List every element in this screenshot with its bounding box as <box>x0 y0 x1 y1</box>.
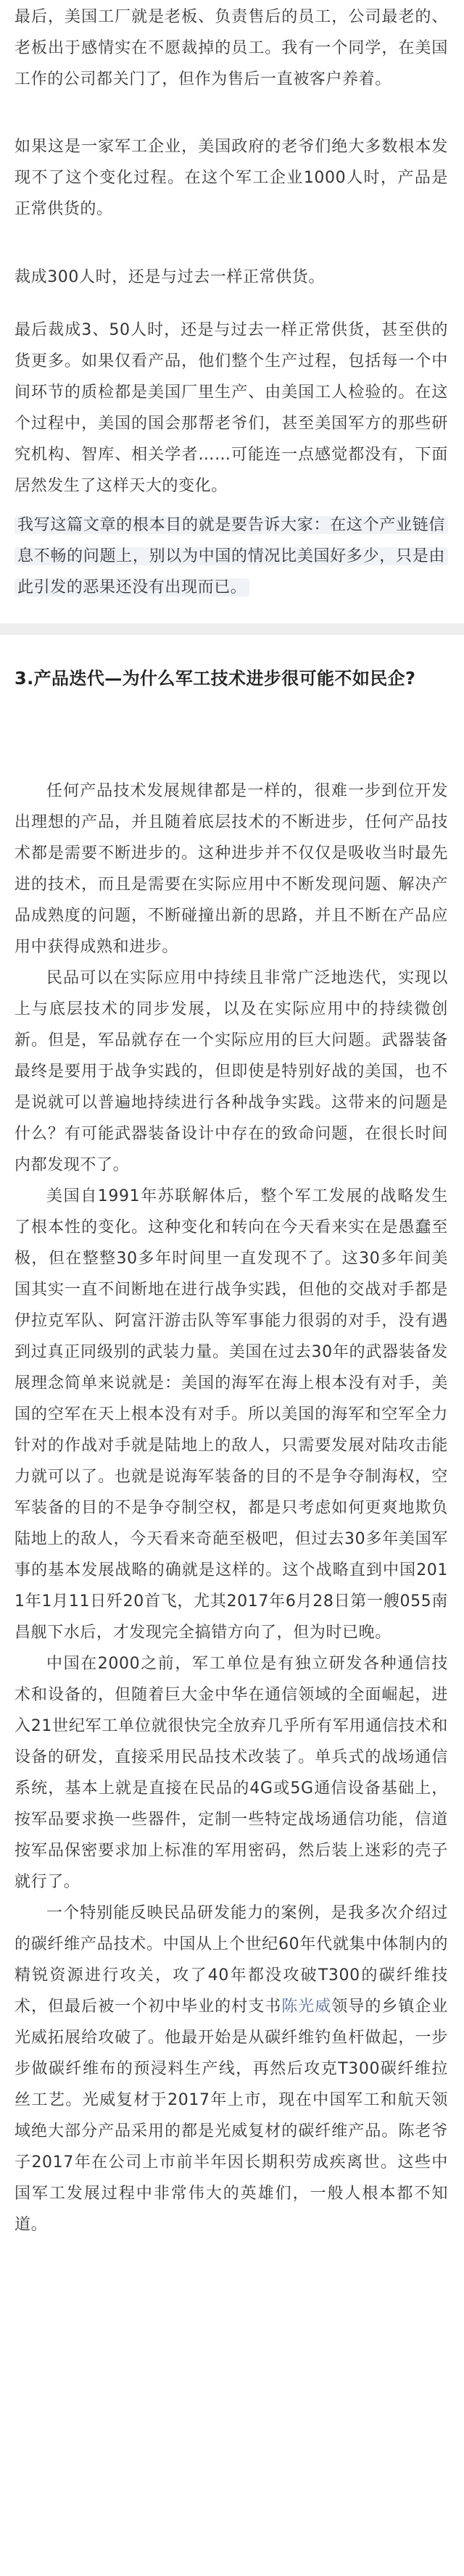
intro-paragraph-3: 裁成300人时，还是与过去一样正常供货。 <box>14 268 325 286</box>
section-divider <box>0 623 464 635</box>
section-3 <box>14 662 448 694</box>
section-heading: 3.产品迭代—为什么军工技术进步很可能不如民企? <box>14 668 416 689</box>
body-paragraph-3: 美国自1991年苏联解体后，整个军工发展的战略发生了根本性的变化。这种变化和转向在今天看来实在是愚蠢至极，但在整整30多年时间里一直发现不了。这30多年间美国其实一直不间断地在进行战争实践，但他的交战对手都是伊拉克军队、阿富汗游击队等军事能力很弱的对手，没有遇到过真正同级别的武装力量。美国在过去30年的武器装备发展理念简单来说就是：美国的海军在海上根本没有对手，美国的空军在天上根本没有对手。所以美国的海军和空军全力针对的作战对手就是陆地上的敌人，只需要发展对陆攻击能力就可以了。也就是说海军装备的目的不是争夺制海权，空军装备的目的不是争夺制空权，都是只考虑如何更爽地欺负陆地上的敌人，今天看来奇葩至极吧，但过去30多年美国军事的基本发展战略的确就是这样的。这个战略直到中国2011年1月11日歼20首飞，尤其2017年6月28日第一艘055南昌舰下水后，才发现完全搞错方向了，但为时已晚。 <box>14 1187 448 1642</box>
intro-section-3 <box>14 262 448 293</box>
highlight-text: 我写这篇文章的根本目的就是要告诉大家：在这个产业链信息不畅的问题上，别以为中国的情况比美国好多少，只是由此引发的恶果还没有出现而已。 <box>14 516 448 597</box>
highlight-section <box>14 510 448 603</box>
highlight-paragraph <box>14 510 448 603</box>
intro-paragraph-1: 最后，美国工厂就是老板、负责售后的员工，公司最老的、老板出于感情实在不愿裁掉的员工。我有一个同学，在美国工作的公司都关门了，但作为售后一直被客户养着。 <box>14 8 448 88</box>
body-paragraph-2: 民品可以在实际应用中持续且非常广泛地迭代，实现以上与底层技术的同步发展，以及在实际应用中的持续微创新。但是，军品就存在一个实际应用的巨大问题。武器装备最终是要用于战争实践的，但即使是特别好战的美国，也不是说就可以普遍地持续进行各种战争实践。这带来的问题是什么？有可能武器装备设计中存在的致命问题，在很长时间内都发现不了。 <box>14 969 448 1174</box>
intro-paragraph-2: 如果这是一家军工企业，美国政府的老爷们绝大多数根本发现不了这个变化过程。在这个军工企业1000人时，产品是正常供货的。 <box>14 138 448 218</box>
body-paragraph-5 <box>14 1898 448 2240</box>
body-paragraph-5-after: 领导的乡镇企业光威拓展给攻破了。他最开始是从碳纤维钓鱼杆做起，一步步做碳纤维布的预浸料生产线，再然后攻克T300碳纤维拉丝工艺。光威复材于2017年上市，现在中国军工和航天领域绝大部分产品采用的都是光威复材的碳纤维产品。陈老爷子2017年在公司上市前半年因长期积劳成疾离世。这些中国军工发展过程中非常伟大的英雄们，一般人根本都不知道。 <box>14 1998 448 2234</box>
body-paragraph-1: 任何产品技术发展规律都是一样的，很难一步到位开发出理想的产品，并且随着底层技术的不断进步，任何产品技术都是需要不断进步的。这种进步并不仅仅是吸收当时最先进的技术，而且是需要在实际应用中不断发现问题、解决产品成熟度的问题，不断碰撞出新的思路，并且不断在产品应用中获得成熟和进步。 <box>14 782 448 956</box>
person-link[interactable]: 陈光威 <box>281 1998 332 2016</box>
intro-paragraph-4: 最后裁成3、50人时，还是与过去一样正常供货，甚至供的货更多。如果仅看产品，他们整个生产过程，包括每一个中间环节的质检都是美国厂里生产、由美国工人检验的。在这个过程中，美国的国会那帮老爷们，甚至美国军方的那些研究机构、智库、相关学者……可能连一点感觉都没有，下面居然发生了这样天大的变化。 <box>14 321 448 495</box>
intro-section-4 <box>14 315 448 502</box>
body-paragraph-5-before: 一个特别能反映民品研发能力的案例，是我多次介绍过的碳纤维产品技术。中国从上个世纪60年代就集中体制内的精锐资源进行攻关，攻了40年都没攻破T300的碳纤维技术，但最后被一个初中毕业的村支书 <box>14 1904 448 2016</box>
intro-section-2 <box>14 131 448 225</box>
intro-section <box>14 1 448 95</box>
body-paragraph-4: 中国在2000之前，军工单位是有独立研发各种通信技术和设备的，但随着巨大金中华在通信领域的全面崛起，进入21世纪军工单位就很快完全放弃几乎所有军用通信技术和设备的研发，直接采用民品技术改装了。单兵式的战场通信系统，基本上就是直接在民品的4G或5G通信设备基础上，按军品要求换一些器件，定制一些特定战场通信功能，信道按军品保密要求加上标准的军用密码，然后装上迷彩的壳子就行了。 <box>14 1655 448 1891</box>
section-3-body <box>14 776 448 2240</box>
